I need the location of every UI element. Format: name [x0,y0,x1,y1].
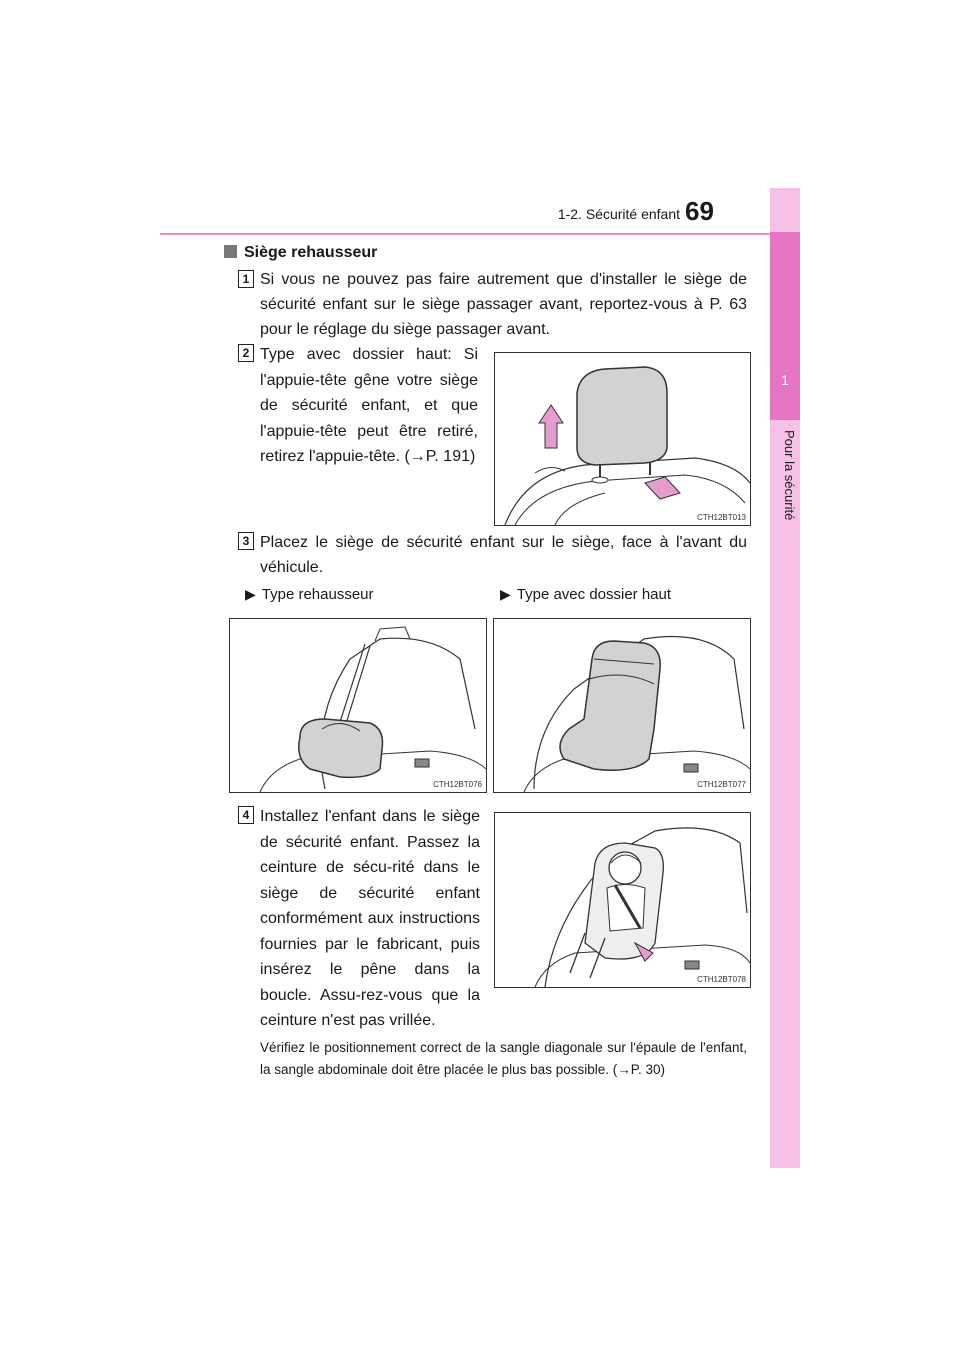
triangle-arrow-icon: ▶ [500,586,511,602]
high-back-seat-illustration [494,619,750,792]
figure-code: CTH12BT013 [697,513,746,522]
section-title: Siège rehausseur [224,244,377,262]
step-number-1: 1 [238,270,254,288]
step-1-text: Si vous ne pouvez pas faire autrement que d'installer le siège de sécurité enfant sur le siège passager avant, reportez-vous à P. 63 pour le réglage du siège passager avant. [260,271,747,338]
figure-high-back-seat [493,618,751,793]
note-text: Vérifiez le positionnement correct de la sangle diagonale sur l'épaule de l'enfant, la sangle abdominale doit être placée le plus bas possible. (→P. 30) [260,1040,747,1077]
figure-booster-seat [229,618,487,793]
step-number-3: 3 [238,532,254,550]
step-3-text: Placez le siège de sécurité enfant sur le siège, face à l'avant du véhicule. [260,534,747,576]
step-2-text: Type avec dossier haut: Si l'appuie-tête gêne votre siège de sécurité enfant, et que l'appuie-tête peut être retiré, retirez l'appuie-tête. (→P. 191) [260,346,478,465]
running-header: 1-2. Sécurité enfant [557,206,680,222]
figure-code: CTH12BT077 [697,780,746,789]
step-number-2: 2 [238,344,254,362]
figure-code: CTH12BT076 [433,780,482,789]
chapter-number: 1 [781,372,789,388]
booster-illustration [230,619,486,792]
figure-code: CTH12BT078 [697,975,746,984]
headrest-illustration [495,353,750,525]
step-4-text: Installez l'enfant dans le siège de sécurité enfant. Passez la ceinture de sécu-rité dans le siège de sécurité enfant conformément aux instructions fournies par le fabricant, puis insérez le pêne dans la boucle. Assu-rez-vous que la ceinture n'est pas vrillée. [260,808,480,1029]
side-tab-highlight [770,232,800,420]
caption-high-back: ▶ Type avec dossier haut [500,586,672,603]
figure-child-seated [494,812,751,988]
chapter-label: Pour la sécurité [782,430,797,521]
page-number: 69 [685,196,714,226]
triangle-arrow-icon: ▶ [245,586,256,602]
header-rule [160,233,800,235]
child-in-seat-illustration [495,813,750,987]
figure-headrest-removal [494,352,751,526]
caption-booster: ▶ Type rehausseur [245,586,374,603]
step-number-4: 4 [238,806,254,824]
square-bullet-icon [224,245,237,258]
